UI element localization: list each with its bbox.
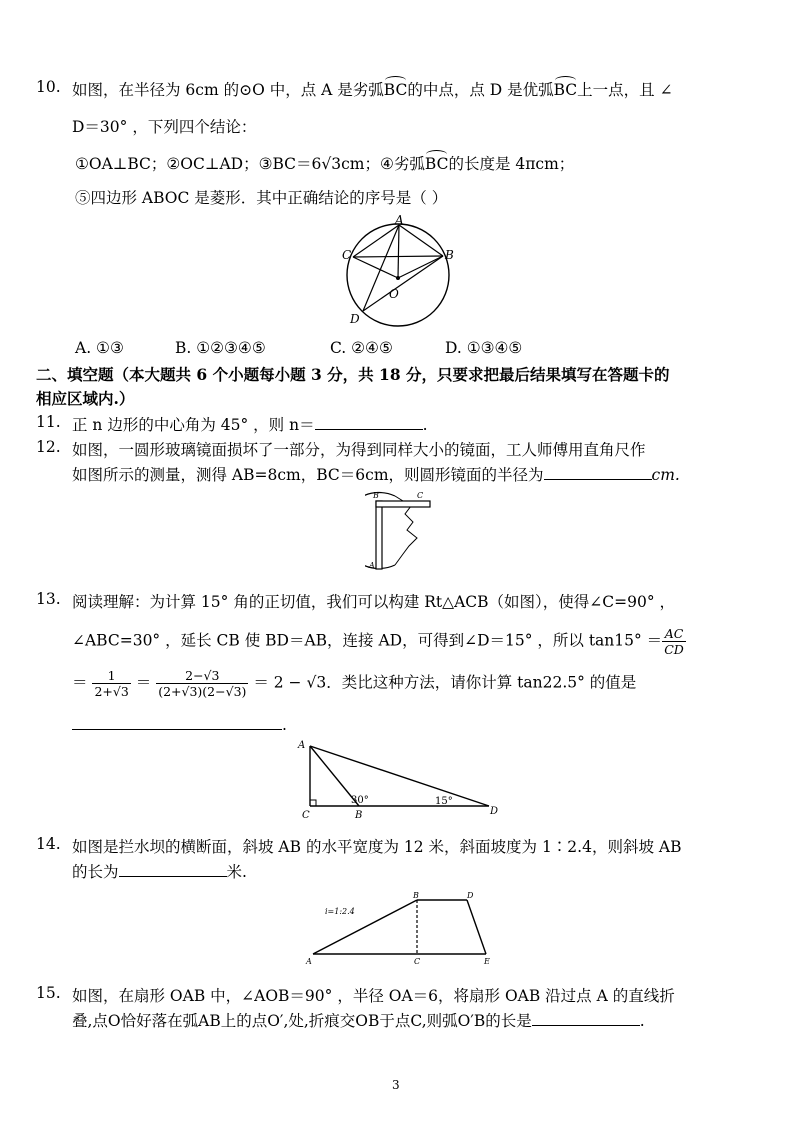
section2-heading-line1: 二、填空题（本大题共 6 个小题每小题 3 分，共 18 分，只要求把最后结果填写在答题卡的 (36, 365, 670, 384)
q14-number: 14. (36, 835, 61, 853)
q13-line1: 阅读理解：为计算 15° 角的正切值，我们可以构建 Rt△ACB（如图），使得∠C=90° ， (72, 593, 676, 611)
q11-answer-blank (315, 413, 423, 430)
q15-line2: 叠,点O恰好落在弧AB上的点O′,处,折痕交OB于点C,则弧O′B的长是 . (72, 1009, 645, 1031)
label-c: C (342, 248, 352, 262)
q11-text: 正 n 边形的中心角为 45° ，则 n＝ . (72, 413, 428, 435)
q12-answer-blank (544, 463, 652, 480)
q12-mirror-figure (365, 488, 445, 570)
arc-bc-3: BC (424, 155, 449, 173)
q12-number: 12. (36, 438, 61, 456)
fraction-1: $\frac{1}{2+√3}$ (94, 668, 129, 699)
label-a: A (395, 213, 404, 227)
q10-line3: ①OA⊥BC；②OC⊥AD；③BC＝6√3cm；④劣弧BC的长度是 4πcm； (75, 155, 575, 173)
angle-30-label: 30° (351, 795, 369, 806)
q10-option-a: A. ①③ (75, 339, 124, 357)
q10-option-b: B. ①②③④⑤ (175, 339, 266, 357)
label-e: E (484, 957, 490, 966)
q11-number: 11. (36, 413, 61, 431)
label-d: D (467, 891, 474, 900)
q10-line4: ⑤四边形 ABOC 是菱形．其中正确结论的序号是（ ） (75, 189, 448, 207)
q10-line1: 如图，在半径为 6cm 的⊙O 中，点 A 是劣弧BC的中点，点 D 是优弧BC上一点，且 ∠ (72, 81, 673, 99)
q14-line1: 如图是拦水坝的横断面，斜坡 AB 的水平宽度为 12 米，斜面坡度为 1∶2.4，则斜坡 AB (72, 838, 682, 856)
fraction-ac-cd: $\frac{AC}{CD}$ (664, 626, 684, 657)
q14-dam-figure (305, 890, 500, 970)
label-b: B (445, 248, 454, 262)
q12-line1: 如图，一圆形玻璃镜面损坏了一部分，为得到同样大小的镜面，工人师傅用直角尺作 (72, 441, 646, 459)
label-a: A (298, 740, 306, 751)
label-d: D (350, 312, 360, 326)
q10-circle-figure (340, 212, 470, 336)
q15-answer-blank (532, 1009, 640, 1026)
q13-triangle-figure (296, 736, 506, 822)
q14-line2: 的长为 米. (72, 860, 247, 882)
label-c: C (302, 810, 310, 821)
q10-number: 10. (36, 78, 61, 96)
section2-heading-line2: 相应区域内.） (36, 389, 135, 408)
arc-bc-1: BC (383, 81, 408, 99)
label-o: O (389, 287, 399, 301)
q13-answer-blank (72, 713, 282, 730)
q12-line2: 如图所示的测量，测得 AB=8cm，BC＝6cm，则圆形镜面的半径为 cm. (72, 463, 680, 485)
label-b: B (355, 810, 363, 821)
label-a: A (306, 957, 312, 966)
label-c: C (417, 491, 424, 500)
label-a: A (369, 561, 375, 570)
label-b: B (413, 891, 419, 900)
q15-number: 15. (36, 984, 61, 1002)
arc-bc-2: BC (553, 81, 578, 99)
q13-line2: ∠ABC=30° ，延长 CB 使 BD＝AB，连接 AD，可得到∠D＝15° ，所以 tan15° ＝ $\frac{AC}{CD}$ (72, 626, 684, 657)
q10-option-c: C. ②④⑤ (330, 339, 393, 357)
angle-15-label: 15° (435, 796, 453, 807)
page-number: 3 (392, 1078, 400, 1092)
q13-number: 13. (36, 590, 61, 608)
label-d: D (490, 806, 499, 817)
q10-option-d: D. ①③④⑤ (445, 339, 523, 357)
fraction-2: $\frac{2-√3}{(2+√3)(2-√3)}$ (158, 668, 247, 699)
q14-answer-blank (119, 860, 227, 877)
slope-label: i=1:2.4 (325, 907, 355, 916)
label-b: B (373, 491, 379, 500)
label-c: C (414, 957, 421, 966)
q15-line1: 如图，在扇形 OAB 中，∠AOB＝90° ，半径 OA＝6，将扇形 OAB 沿过点 A 的直线折 (72, 987, 675, 1005)
q13-answer-line: . (72, 713, 287, 734)
q10-line2: D＝30° ，下列四个结论： (72, 118, 257, 136)
q13-line3: ＝ $\frac{1}{2+√3}$ ＝ $\frac{2-√3}{(2+√3)(2-√3)}$ ＝ 2 − √3．类比这种方法，请你计算 tan22.5° 的值是 (72, 668, 637, 699)
